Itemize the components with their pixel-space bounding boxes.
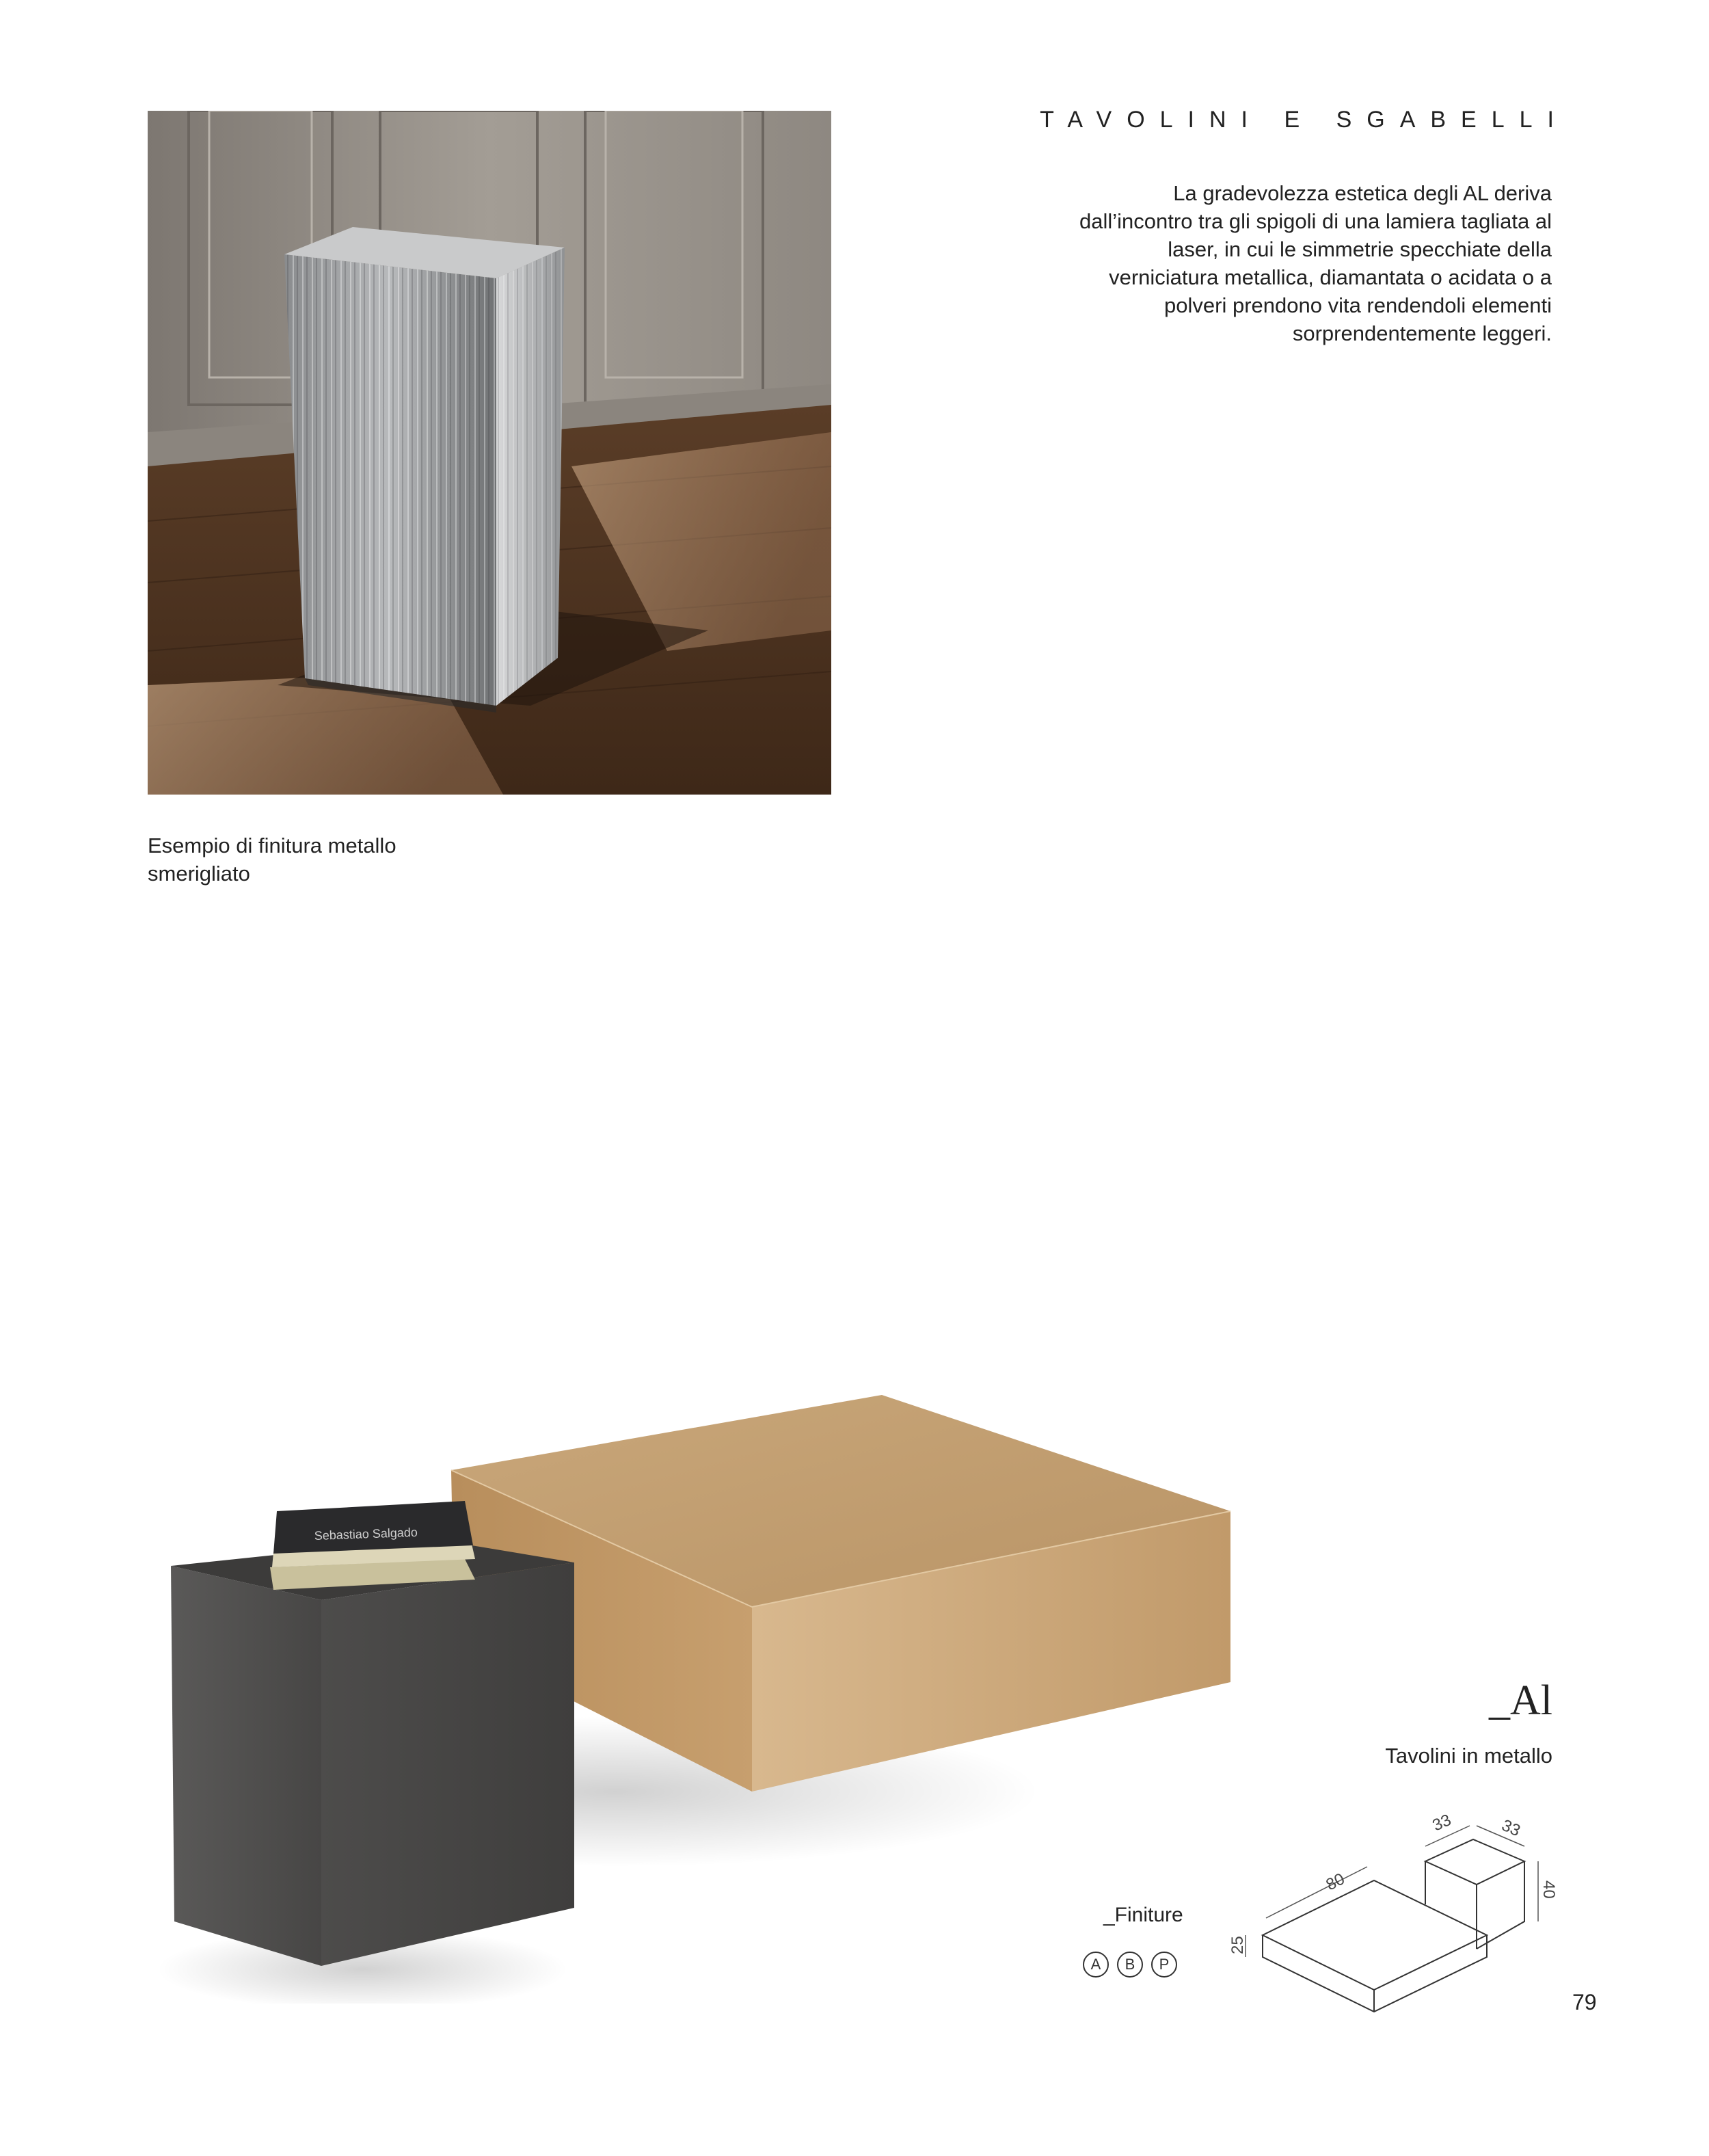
dim-stool-width-label: 33 — [1429, 1810, 1454, 1835]
finish-badges — [1083, 1952, 1177, 1978]
product-name: _Al — [1489, 1677, 1552, 1724]
book-spine-text: Sebastiao Salgado — [314, 1525, 418, 1543]
finish-badge-p: P — [1151, 1952, 1177, 1978]
stool-photo — [148, 111, 831, 795]
page-number: 79 — [1572, 1990, 1597, 2014]
product-photo — [137, 1354, 1265, 2004]
dimension-drawing — [1224, 1805, 1565, 2038]
section-title: TAVOLINI E SGABELLI — [1040, 107, 1569, 133]
dim-stool-depth-label: 33 — [1498, 1815, 1523, 1841]
dim-width-label: 80 — [1323, 1869, 1348, 1895]
finish-badge-b: B — [1117, 1952, 1143, 1978]
finish-badge-a: A — [1083, 1952, 1109, 1978]
dim-stool-height-label: 40 — [1539, 1880, 1558, 1899]
finishes-title: _Finiture — [1103, 1904, 1183, 1926]
dim-height-label: 25 — [1228, 1936, 1247, 1954]
photo-caption: Esempio di finitura metallo smerigliato — [148, 834, 396, 886]
intro-paragraph: La gradevolezza estetica degli AL deriva dall’incontro tra gli spigoli di una lamiera tagliata al laser, in cui le simmetrie specchiate della verniciatura metallica, diamantata o acidata o a polveri prendono vita rendendoli elementi sorprendentemente leggeri. — [1079, 181, 1552, 345]
product-description: Tavolini in metallo — [1385, 1744, 1552, 1768]
